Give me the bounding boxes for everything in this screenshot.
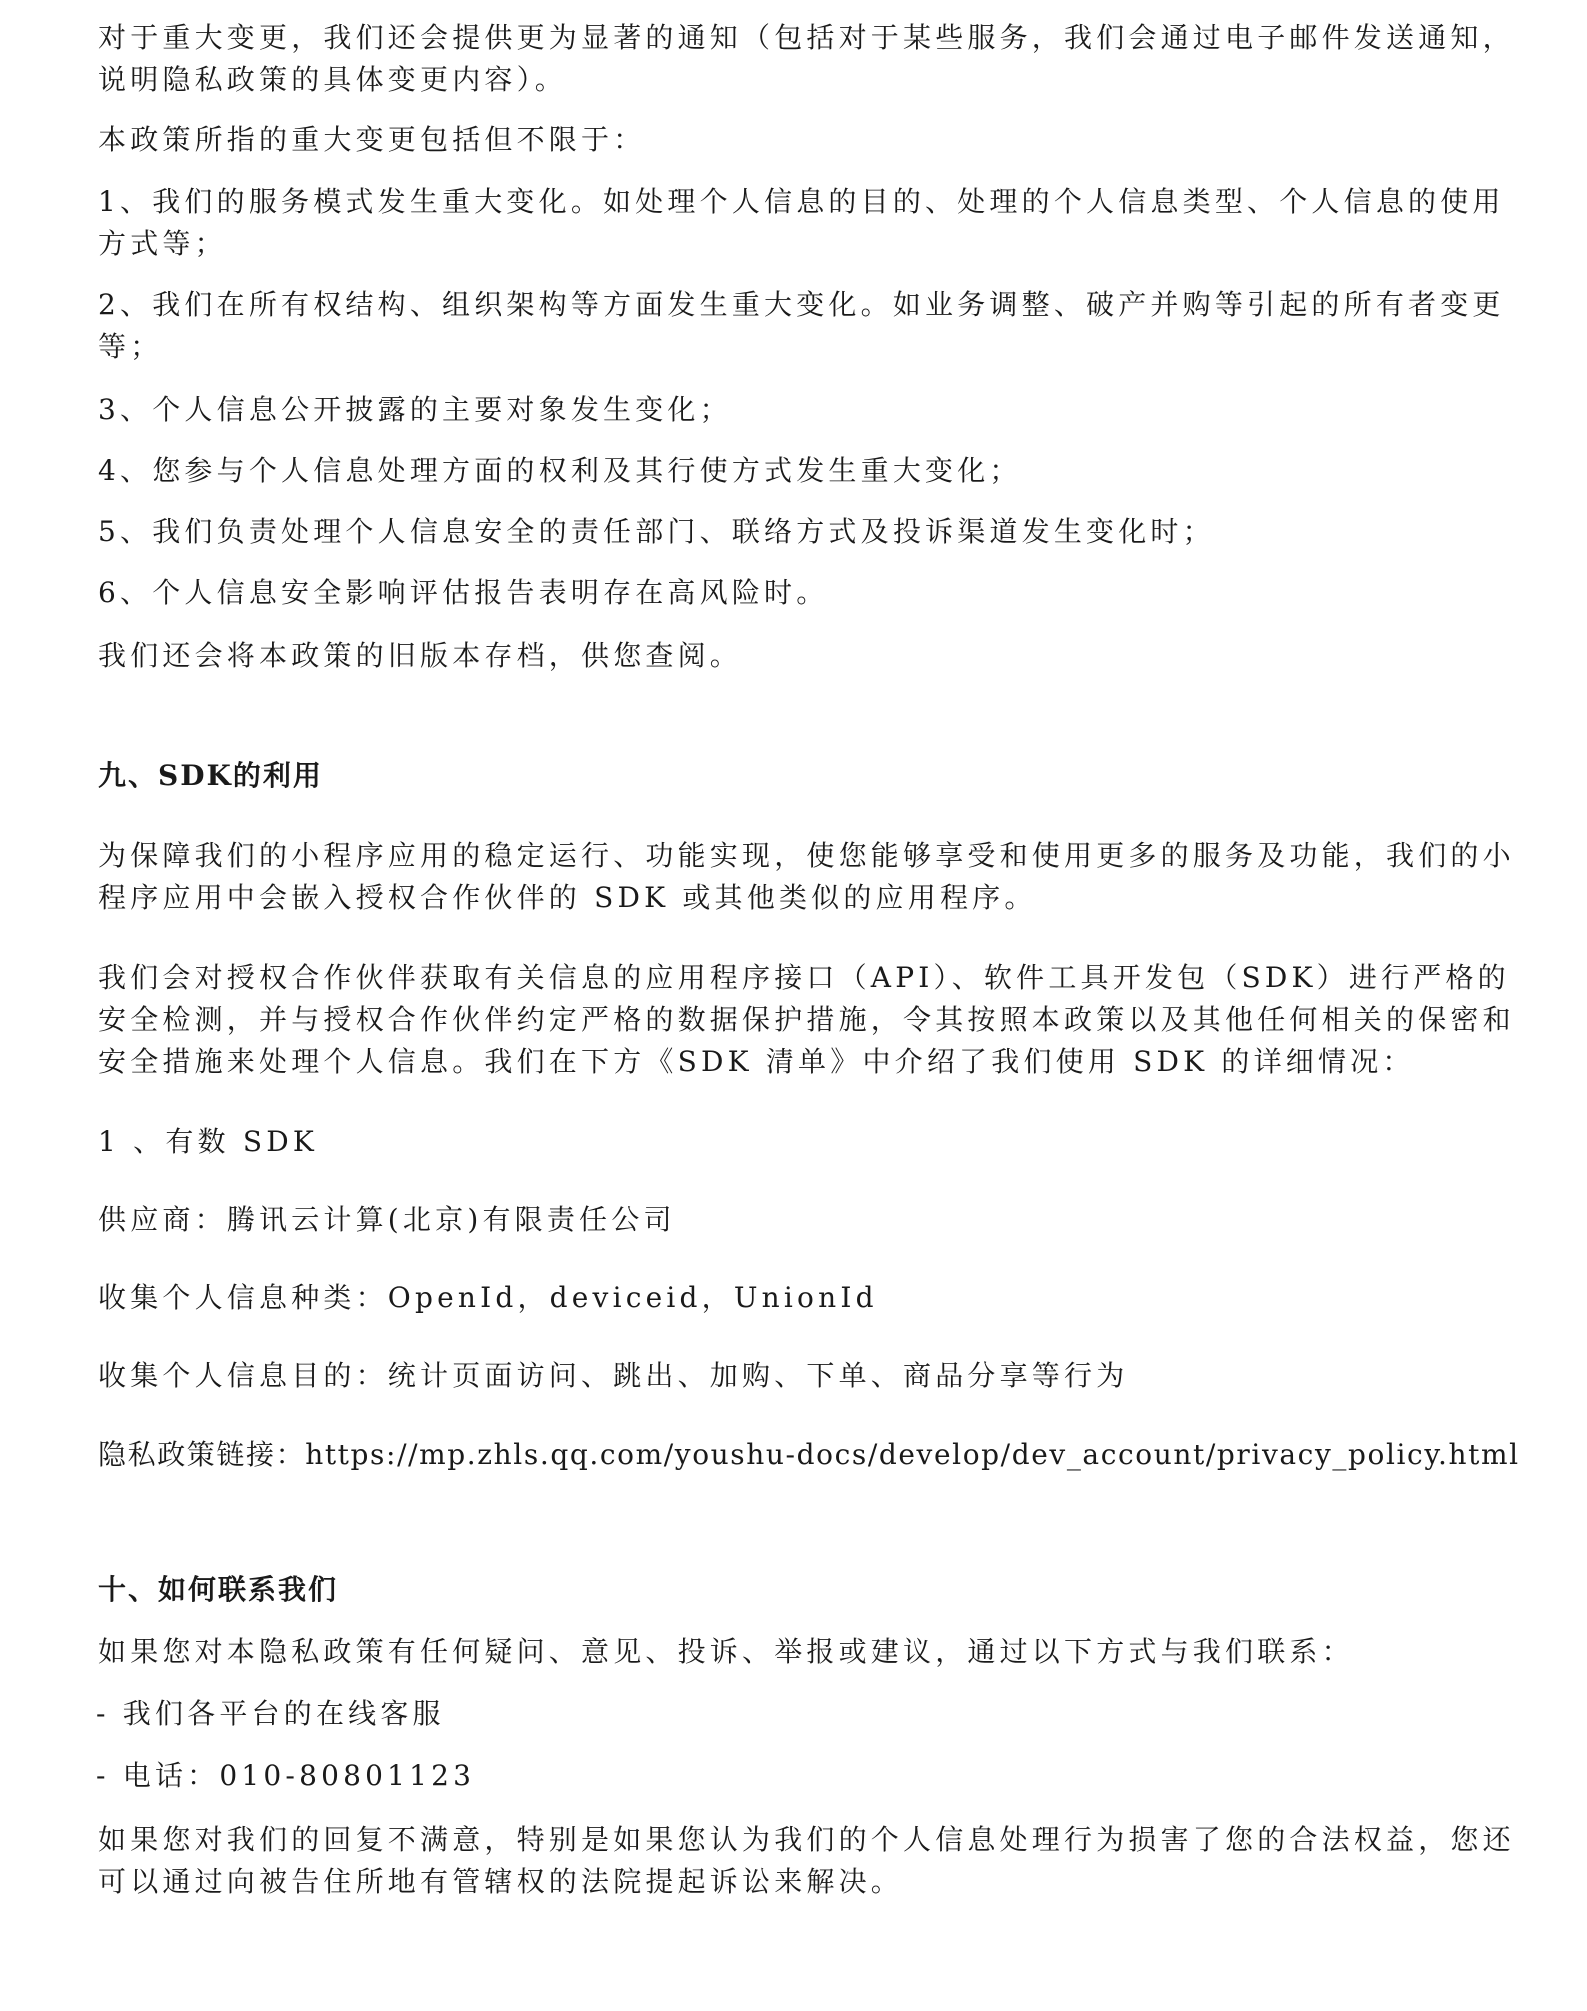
list-item-continuation: 等； [98,330,163,363]
paragraph-line: 安全检测，并与授权合作伙伴约定严格的数据保护措施，令其按照本政策以及其他任何相关的保密和 [98,1003,1515,1036]
paragraph-line: 如果您对我们的回复不满意，特别是如果您认为我们的个人信息处理行为损害了您的合法权益，您还 [98,1823,1515,1856]
paragraph-line: 对于重大变更，我们还会提供更为显著的通知（包括对于某些服务，我们会通过电子邮件发送通知， [98,21,1515,54]
list-item: 5、我们负责处理个人信息安全的责任部门、联络方式及投诉渠道发生变化时； [98,515,1215,548]
paragraph-line: 可以通过向被告住所地有管辖权的法院提起诉讼来解决。 [98,1865,904,1898]
paragraph-line: 如果您对本隐私政策有任何疑问、意见、投诉、举报或建议，通过以下方式与我们联系： [98,1635,1354,1668]
sdk-privacy-link: 隐私政策链接：https://mp.zhls.qq.com/youshu-docs/develop/dev_account/privacy_policy.html [98,1438,1520,1471]
paragraph-line: 我们会对授权合作伙伴获取有关信息的应用程序接口（API）、软件工具开发包（SDK）进行严格的 [98,961,1510,994]
section-heading-sdk: 九、SDK的利用 [98,759,323,792]
contact-item-online-service: - 我们各平台的在线客服 [96,1697,445,1730]
list-item: 3、个人信息公开披露的主要对象发生变化； [98,393,732,426]
sdk-item-title: 1 、有数 SDK [98,1125,318,1158]
paragraph-line: 安全措施来处理个人信息。我们在下方《SDK 清单》中介绍了我们使用 SDK 的详细情况： [98,1045,1415,1078]
list-item-continuation: 方式等； [98,227,227,260]
list-item: 4、您参与个人信息处理方面的权利及其行使方式发生重大变化； [98,454,1022,487]
paragraph-line: 本政策所指的重大变更包括但不限于： [98,123,646,156]
list-item: 6、个人信息安全影响评估报告表明存在高风险时。 [98,576,829,609]
list-item: 1、我们的服务模式发生重大变化。如处理个人信息的目的、处理的个人信息类型、个人信息的使用 [98,185,1505,218]
paragraph-line: 我们还会将本政策的旧版本存档，供您查阅。 [98,639,743,672]
section-heading-contact: 十、如何联系我们 [98,1573,339,1606]
paragraph-line: 为保障我们的小程序应用的稳定运行、功能实现，使您能够享受和使用更多的服务及功能，我们的小 [98,839,1515,872]
sdk-vendor: 供应商：腾讯云计算(北京)有限责任公司 [98,1203,676,1236]
paragraph-line: 程序应用中会嵌入授权合作伙伴的 SDK 或其他类似的应用程序。 [98,881,1037,914]
contact-item-phone: - 电话：010-80801123 [96,1759,476,1792]
list-item: 2、我们在所有权结构、组织架构等方面发生重大变化。如业务调整、破产并购等引起的所有者变更 [98,288,1505,321]
paragraph-line: 说明隐私政策的具体变更内容）。 [98,63,568,96]
sdk-data-types: 收集个人信息种类：OpenId，deviceid，UnionId [98,1281,878,1314]
sdk-purpose: 收集个人信息目的：统计页面访问、跳出、加购、下单、商品分享等行为 [98,1359,1129,1392]
